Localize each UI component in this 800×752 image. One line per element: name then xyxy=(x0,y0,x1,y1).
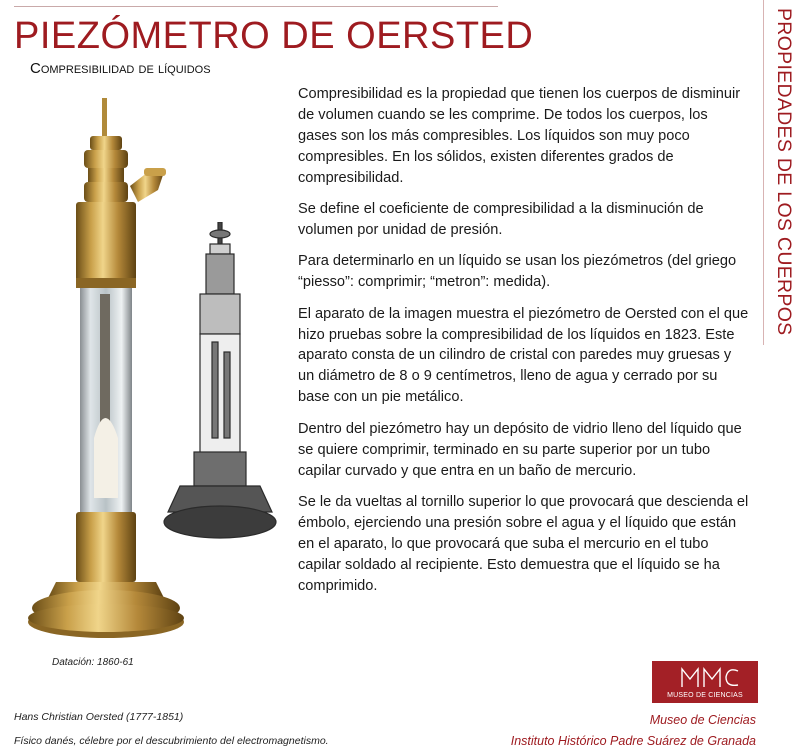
page-subtitle: Compresibilidad de líquidos xyxy=(30,60,211,77)
piezometer-engraving xyxy=(160,222,282,548)
paragraph: Compresibilidad es la propiedad que tienen los cuerpos de disminuir de volumen cuando se les comprime. De todos los cuerpos, los gases son los más compresibles. Los líquidos son muy poco compresibles. En los sólidos, existen diferentes grados de compresibilidad. xyxy=(298,86,741,186)
paragraph: El aparato de la imagen muestra el piezómetro de Oersted con el que hizo pruebas sobre la compresibilidad de los líquidos en 1823. Este aparato consta de un cilindro de cristal con paredes muy gruesas y un diámetro de 8 o 9 centímetros, lleno de agua y cerrado por su base con un pie metálico. xyxy=(298,305,749,406)
person-name-caption: Hans Christian Oersted (1777-1851) xyxy=(14,711,184,723)
side-divider xyxy=(763,0,764,345)
paragraph: Se define el coeficiente de compresibilidad a la disminución de volumen por unidad de presión. xyxy=(298,201,704,238)
logo-mark-icon xyxy=(652,661,758,691)
museum-logo xyxy=(652,661,758,703)
page-title: PIEZÓMETRO DE OERSTED xyxy=(14,15,534,57)
top-rule xyxy=(14,6,498,7)
museum-name: Museo de Ciencias xyxy=(649,713,756,727)
logo-text: MUSEO DE CIENCIAS xyxy=(667,692,743,699)
person-bio-caption: Físico danés, célebre por el descubrimiento del electromagnetismo. xyxy=(14,735,329,747)
paragraph: Para determinarlo en un líquido se usan los piezómetros (del griego “piesso”: comprimir; “metron”: medida). xyxy=(298,253,737,291)
institute-name: Instituto Histórico Padre Suárez de Granada xyxy=(510,734,756,748)
description-text xyxy=(298,84,750,607)
dating-caption: Datación: 1860-61 xyxy=(52,657,134,668)
side-section-title: PROPIEDADES DE LOS CUERPOS xyxy=(773,8,795,336)
paragraph: Dentro del piezómetro hay un depósito de vidrio lleno del líquido que se quiere comprimir, terminado en su parte superior por un tubo capilar curvado y que entra en un baño de mercurio. xyxy=(298,420,742,479)
paragraph: Se le da vueltas al tornillo superior lo que provocará que descienda el émbolo, ejerciendo una presión sobre el agua y el líquido que están en el aparato, lo que provocará que suba el mercurio en el tubo capilar soldado al recipiente. Esto demuestra que el líquido se ha comprimido. xyxy=(298,493,749,594)
